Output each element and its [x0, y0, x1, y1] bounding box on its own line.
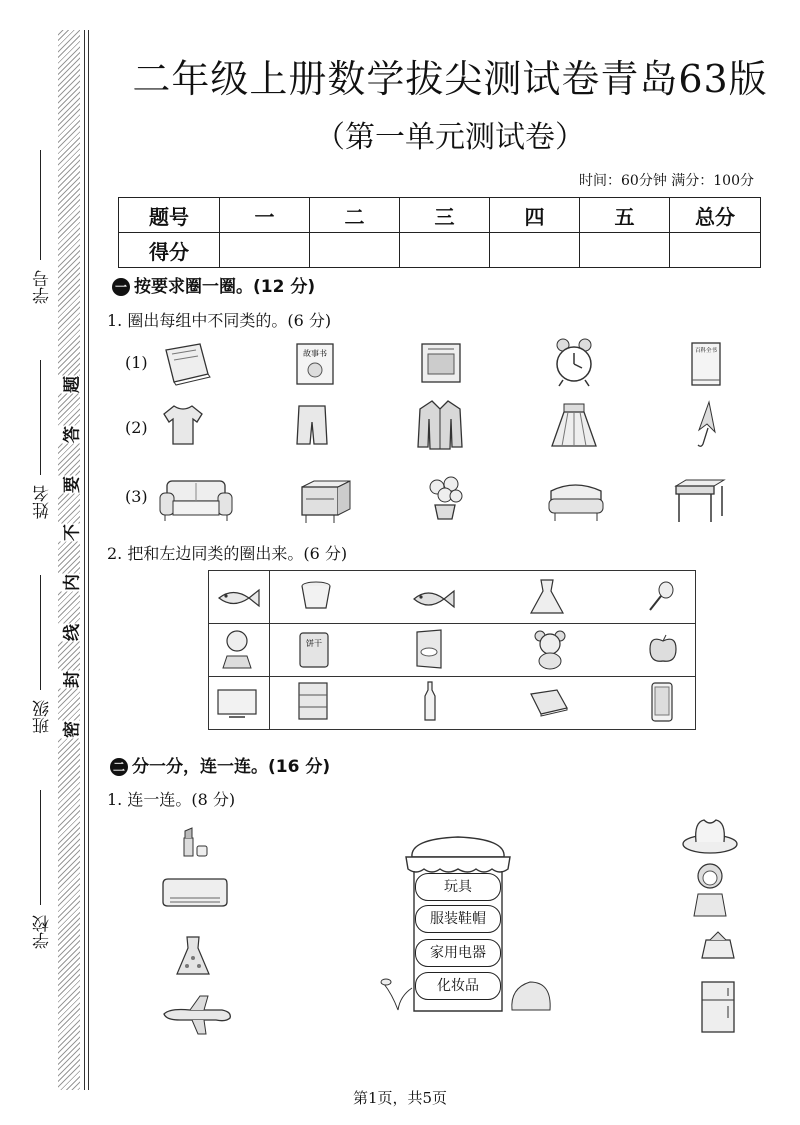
seal-char: 内	[58, 574, 83, 592]
girl-dress-image[interactable]	[175, 934, 211, 978]
cookie-bag-image[interactable]	[297, 630, 331, 670]
score-header: 四	[490, 198, 580, 233]
cosmetic-jar-image[interactable]	[698, 930, 738, 962]
row-label: (3)	[125, 487, 148, 506]
shop-item-toys[interactable]: 玩具	[415, 873, 501, 901]
storybook-label: 故事书	[303, 349, 327, 358]
question-2-1: 1. 连一连。(8 分)	[107, 790, 236, 809]
page-subtitle: （第一单元测试卷）	[315, 120, 585, 155]
refrigerator-image[interactable]	[698, 978, 740, 1036]
shop-item-appliances[interactable]: 家用电器	[415, 939, 501, 967]
book-image[interactable]	[527, 688, 571, 718]
notebook-image[interactable]	[160, 340, 212, 386]
field-student-id: 学号	[33, 270, 53, 304]
shop-item-cosmetics[interactable]: 化妆品	[415, 972, 501, 1000]
table-image[interactable]	[672, 476, 728, 524]
field-school-line	[40, 790, 41, 905]
binding-hatch	[58, 30, 80, 1090]
nightstand-image[interactable]	[298, 477, 354, 525]
section-2-title: 分一分，连一连。(16 分)	[132, 757, 331, 777]
fish-image	[215, 585, 261, 611]
racket-image[interactable]	[646, 580, 676, 614]
toy-doll-image[interactable]	[690, 860, 730, 920]
score-row-label: 得分	[119, 233, 220, 268]
question-1-1: 1. 圈出每组中不同类的。(6 分)	[107, 311, 332, 330]
binding-line	[84, 30, 85, 1090]
armchair-image[interactable]	[545, 477, 607, 523]
exam-meta: 时间：60分钟 满分：100分	[579, 173, 754, 189]
page-title: 二年级上册数学拔尖测试卷青岛63版	[132, 57, 768, 101]
seal-char: 线	[58, 624, 83, 642]
encyclopedia-image[interactable]	[689, 340, 723, 388]
tv-image	[215, 687, 259, 719]
score-cell[interactable]	[580, 233, 670, 268]
toy-airplane-image[interactable]	[160, 990, 234, 1040]
teddy-bear-image[interactable]	[530, 628, 570, 670]
jacket-image[interactable]	[415, 397, 465, 453]
bush-decoration-icon	[508, 972, 554, 1012]
row-label: (1)	[125, 353, 148, 372]
field-class: 班级	[33, 700, 53, 734]
score-cell[interactable]	[400, 233, 490, 268]
goldfish-image[interactable]	[410, 585, 456, 613]
plant-decoration-icon	[378, 966, 418, 1012]
sofa-image[interactable]	[157, 475, 235, 523]
seal-char: 要	[58, 476, 83, 494]
section-1-title: 按要求圈一圈。(12 分)	[134, 277, 316, 297]
cabinet-image[interactable]	[296, 680, 330, 722]
field-class-line	[40, 575, 41, 690]
seal-char: 答	[58, 426, 83, 444]
picture-book-image[interactable]	[418, 340, 464, 386]
page-footer: 第1页，共5页	[352, 1089, 448, 1107]
seal-char: 封	[58, 671, 83, 689]
bottle-image[interactable]	[422, 680, 438, 722]
storybook-image[interactable]	[293, 340, 337, 388]
flower-pot-image[interactable]	[425, 475, 465, 523]
snack-bag-image[interactable]	[414, 628, 444, 670]
section-1-heading	[112, 272, 315, 297]
score-cell[interactable]	[490, 233, 580, 268]
score-header: 二	[310, 198, 400, 233]
score-header: 总分	[670, 198, 761, 233]
score-cell[interactable]	[310, 233, 400, 268]
binding-line-inner	[88, 30, 89, 1090]
section-2-number: 二	[110, 758, 128, 776]
apple-image[interactable]	[646, 633, 680, 665]
flowerpot-cup-image[interactable]	[298, 580, 334, 614]
dress-image[interactable]	[527, 577, 567, 617]
score-header: 一	[220, 198, 310, 233]
field-name-line	[40, 360, 41, 475]
field-school: 学校	[33, 915, 53, 949]
skirt-image[interactable]	[548, 400, 600, 450]
tshirt-image[interactable]	[160, 402, 206, 448]
question-1-2: 2. 把和左边同类的圈出来。(6 分)	[107, 544, 348, 563]
score-header: 三	[400, 198, 490, 233]
row-label: (2)	[125, 418, 148, 437]
score-table	[118, 197, 761, 268]
lipstick-image[interactable]	[176, 826, 212, 860]
seal-char: 密	[58, 721, 83, 739]
score-cell[interactable]	[670, 233, 761, 268]
section-2-heading	[110, 752, 330, 777]
shorts-image[interactable]	[294, 402, 330, 448]
shop-item-clothing[interactable]: 服装鞋帽	[415, 905, 501, 933]
cookie-bag-label: 饼干	[306, 639, 322, 648]
score-header: 五	[580, 198, 670, 233]
field-name: 姓名	[33, 485, 53, 519]
seal-char: 题	[58, 376, 83, 394]
air-conditioner-image[interactable]	[160, 876, 230, 912]
seal-char: 不	[58, 524, 83, 542]
doll-image	[219, 628, 255, 672]
score-header: 题号	[119, 198, 220, 233]
section-1-number: 一	[112, 278, 130, 296]
alarm-clock-image[interactable]	[551, 336, 597, 388]
score-cell[interactable]	[220, 233, 310, 268]
umbrella-image[interactable]	[695, 400, 721, 450]
encyclopedia-label: 百科全书	[694, 348, 718, 354]
tablet-image[interactable]	[649, 680, 675, 724]
field-student-id-line	[40, 150, 41, 260]
sun-hat-image[interactable]	[680, 816, 740, 856]
